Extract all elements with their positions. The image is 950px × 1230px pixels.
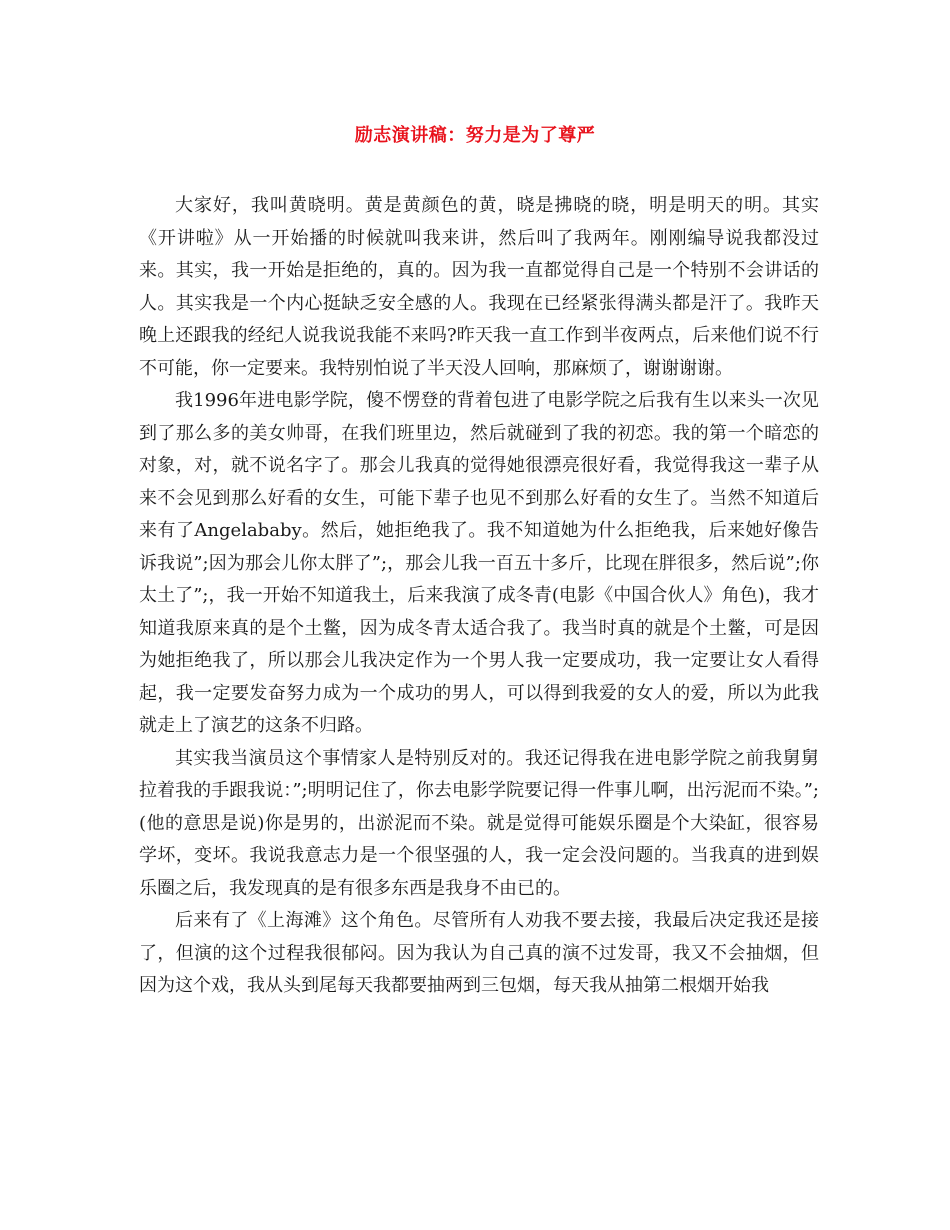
paragraph-4: 后来有了《上海滩》这个角色。尽管所有人劝我不要去接，我最后决定我还是接了，但演的这个过程我很郁闷。因为我认为自己真的演不过发哥，我又不会抽烟，但因为这个戏，我从头到尾每天我都要抽两到三包烟，每天我从抽第二根烟开始我 <box>139 910 819 996</box>
paragraph-2: 我1996年进电影学院，傻不愣登的背着包进了电影学院之后我有生以来头一次见到了那么多的美女帅哥，在我们班里边，然后就碰到了我的初恋。我的第一个暗恋的对象，对，就不说名字了。那会儿我真的觉得她很漂亮很好看，我觉得我这一辈子从来不会见到那么好看的女生，可能下辈子也见不到那么好看的女生了。当然不知道后来有了Angelababy。然后，她拒绝我了。我不知道她为什么拒绝我，后来她好像告诉我说”;因为那会儿你太胖了”;，那会儿我一百五十多斤，比现在胖很多，然后说”;你太土了”;，我一开始不知道我土，后来我演了成冬青(电影《中国合伙人》角色)，我才知道我原来真的是个土鳖，因为成冬青太适合我了。我当时真的就是个土鳖，可是因为她拒绝我了，所以那会儿我决定作为一个男人我一定要成功，我一定要让女人看得起，我一定要发奋努力成为一个成功的男人，可以得到我爱的女人的爱，所以为此我就走上了演艺的这条不归路。 <box>139 390 819 736</box>
paragraph-1: 大家好，我叫黄晓明。黄是黄颜色的黄，晓是拂晓的晓，明是明天的明。其实《开讲啦》从一开始播的时候就叫我来讲，然后叫了我两年。刚刚编导说我都没过来。其实，我一开始是拒绝的，真的。因为我一直都觉得自己是一个特别不会讲话的人。其实我是一个内心挺缺乏安全感的人。我现在已经紧张得满头都是汗了。我昨天晚上还跟我的经纪人说我说我能不来吗?昨天我一直工作到半夜两点，后来他们说不行不可能，你一定要来。我特别怕说了半天没人回响，那麻烦了，谢谢谢谢。 <box>139 195 819 379</box>
document-body <box>139 190 819 1003</box>
document-title: 励志演讲稿：努力是为了尊严 <box>354 125 596 146</box>
paragraph-3: 其实我当演员这个事情家人是特别反对的。我还记得我在进电影学院之前我舅舅拉着我的手跟我说：”;明明记住了，你去电影学院要记得一件事儿啊，出污泥而不染。”;(他的意思是说)你是男的，出淤泥而不染。就是觉得可能娱乐圈是个大染缸，很容易学坏，变坏。我说我意志力是一个很坚强的人，我一定会没问题的。当我真的进到娱乐圈之后，我发现真的是有很多东西是我身不由已的。 <box>139 747 819 899</box>
